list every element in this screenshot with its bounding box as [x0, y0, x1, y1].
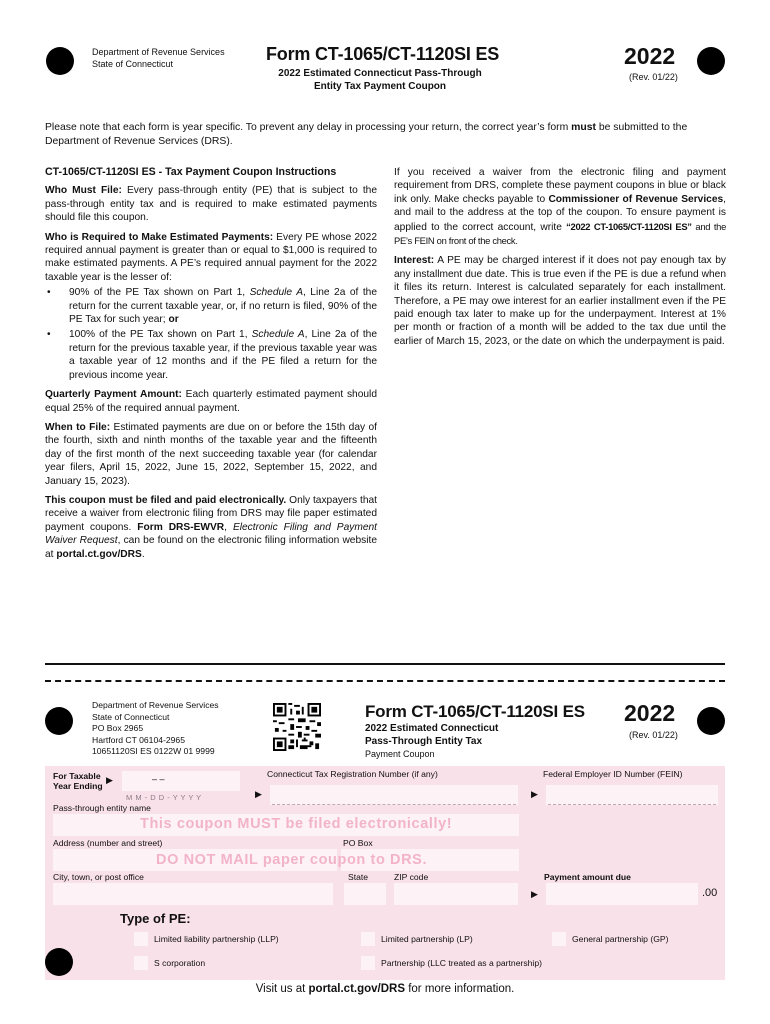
- lp-checkbox[interactable]: [361, 932, 375, 946]
- coupon-subtitle: 2022 Estimated Connecticut Pass-Through Entity Tax Payment Coupon: [365, 723, 499, 759]
- separator-line: [45, 663, 725, 665]
- dept-state: State of Connecticut: [92, 59, 174, 69]
- instructions-heading: CT-1065/CT-1120SI ES - Tax Payment Coupon Instructions: [45, 166, 337, 178]
- zip-label: ZIP code: [394, 872, 429, 882]
- who-required: Who is Required to Make Estimated Payments: Every PE whose 2022 required annual payment is greater than or equal to $1,000 is required to make estimated payments. A PE’s required annual payment for the 2022 taxable year is the lesser of:: [45, 231, 377, 283]
- when-to-file: When to File: Estimated payments are due on or before the 15th day of the fourth, sixth and ninth months of the taxable year and the fifteenth day of the first month of the next succeeding taxable year (for calendar year filers, April 15, 2022, June 15, 2022, September 15, 2022, and January 15, 2023).: [45, 421, 377, 487]
- po-box-label: PO Box: [343, 838, 373, 848]
- instructions-left-column: [45, 166, 377, 567]
- state-label: State: [348, 872, 369, 882]
- registration-mark: [697, 707, 725, 735]
- tear-line: [45, 680, 725, 682]
- instructions-right-column: [394, 166, 726, 354]
- revision-date: (Rev. 01/22): [629, 72, 678, 82]
- registration-mark: [46, 47, 74, 75]
- s-corp-checkbox[interactable]: [134, 956, 148, 970]
- registration-mark: [697, 47, 725, 75]
- coupon-year: 2022: [624, 700, 676, 726]
- form-subtitle: 2022 Estimated Connecticut Pass-Through Entity Tax Payment Coupon: [278, 68, 482, 92]
- arrow-right-icon: ▶: [106, 775, 113, 785]
- address-label: Address (number and street): [53, 838, 163, 848]
- taxable-year-label: For Taxable Year Ending: [53, 771, 103, 791]
- year-specific-notice: Please note that each form is year specific. To prevent any delay in processing your return, the correct year’s form must be submitted to the Department of Revenue Services (DRS).: [45, 122, 688, 147]
- interest-info: Interest: A PE may be charged interest if it does not pay enough tax by any installment due date. This is true even if the PE is due a refund when it files its return. Interest is calculated separately for each installment. Therefore, a PE may owe interest for an earlier installment even if the PE paid enough tax later to make up for the underpayment. Interest at 1% per month or fraction of a month will be added to the tax due until the earlier of March 15, 2023, or the date on which the underpayment is paid.: [394, 255, 726, 347]
- zip-input[interactable]: [394, 883, 518, 905]
- arrow-right-icon: ▶: [531, 789, 538, 799]
- s-corp-label: S corporation: [154, 958, 206, 968]
- gp-label: General partnership (GP): [572, 934, 669, 944]
- llp-checkbox[interactable]: [134, 932, 148, 946]
- city-input[interactable]: [53, 883, 333, 905]
- coupon-revision-date: (Rev. 01/22): [629, 730, 678, 740]
- pe-name-label: Pass-through entity name: [53, 803, 151, 813]
- waiver-instructions: If you received a waiver from the electronic filing and payment requirement from DRS, complete these payment coupons in blue or black ink only. Make checks payable to Commissioner of Revenue Services, and mail to the address at the top of the coupon. To ensure payment is applied to the correct account, write “2022 CT-1065/CT-1120SI ES” and the PE’s FEIN on front of the check.: [394, 167, 726, 247]
- llc-partnership-checkbox[interactable]: [361, 956, 375, 970]
- taxable-year-input[interactable]: – –: [122, 771, 240, 791]
- fein-label: Federal Employer ID Number (FEIN): [543, 769, 683, 779]
- arrow-right-icon: ▶: [531, 889, 538, 899]
- cents-suffix: .00: [702, 887, 718, 899]
- quarterly-amount: Quarterly Payment Amount: Each quarterly estimated payment should equal 25% of the required annual payment.: [45, 389, 377, 414]
- form-title: Form CT-1065/CT-1120SI ES: [266, 44, 500, 64]
- lp-label: Limited partnership (LP): [381, 934, 473, 944]
- bullet-item: • 100% of the PE Tax shown on Part 1, Schedule A, Line 2a of the return for the previous taxable year, if the previous taxable year was a taxable year of 12 months and if the PE filed a return for the previous income year.: [47, 329, 377, 381]
- bullet-item: • 90% of the PE Tax shown on Part 1, Schedule A, Line 2a of the return for the current taxable year, or, if no return is filed, 90% of the PE Tax for such year; or: [47, 287, 378, 326]
- registration-mark: [45, 707, 73, 735]
- state-input[interactable]: [344, 883, 386, 905]
- do-not-mail-warning: DO NOT MAIL paper coupon to DRS.: [156, 852, 428, 868]
- llp-label: Limited liability partnership (LLP): [154, 934, 279, 944]
- city-label: City, town, or post office: [53, 872, 144, 882]
- llc-partnership-label: Partnership (LLC treated as a partnership): [381, 958, 542, 968]
- arrow-right-icon: ▶: [255, 789, 262, 799]
- qr-code-icon: [273, 703, 321, 751]
- ct-reg-label: Connecticut Tax Registration Number (if any): [267, 769, 438, 779]
- date-format-hint: M M - D D - Y Y Y Y: [126, 793, 202, 802]
- fein-underline: [548, 804, 716, 805]
- dept-info: [92, 46, 225, 70]
- dept-name: Department of Revenue Services: [92, 47, 225, 57]
- electronic-filing: This coupon must be filed and paid electronically. Only taxpayers that receive a waiver from electronic filing from DRS may file paper estimated payment coupons. Form DRS-EWVR, Electronic Filing and Payment Waiver Request, can be found on the electronic filing information website at portal.ct.gov/DRS.: [45, 494, 378, 560]
- gp-checkbox[interactable]: [552, 932, 566, 946]
- payment-amount-input[interactable]: [546, 883, 698, 905]
- portal-link[interactable]: portal.ct.gov/DRS: [56, 548, 142, 560]
- ct-reg-number-input[interactable]: [270, 785, 518, 805]
- coupon-dept-info: Department of Revenue Services State of Connecticut PO Box 2965 Hartford CT 06104-2965 10651120SI ES 0122W 01 9999: [92, 700, 219, 756]
- who-must-file: Who Must File: Every pass-through entity (PE) that is subject to the pass-through entity tax and is required to make estimated payments should file this coupon.: [45, 185, 377, 224]
- type-of-pe-label: Type of PE:: [120, 911, 191, 926]
- footer-visit: Visit us at portal.ct.gov/DRS for more information.: [255, 983, 515, 995]
- registration-mark: [45, 948, 73, 976]
- coupon-form-title: Form CT-1065/CT-1120SI ES: [365, 702, 585, 721]
- electronic-warning: This coupon MUST be filed electronically!: [140, 816, 453, 832]
- payment-label: Payment amount due: [544, 872, 631, 882]
- footer-portal-link[interactable]: portal.ct.gov/DRS: [308, 983, 406, 995]
- ct-reg-underline: [272, 804, 516, 805]
- form-year: 2022: [624, 43, 676, 69]
- fein-input[interactable]: [546, 785, 718, 805]
